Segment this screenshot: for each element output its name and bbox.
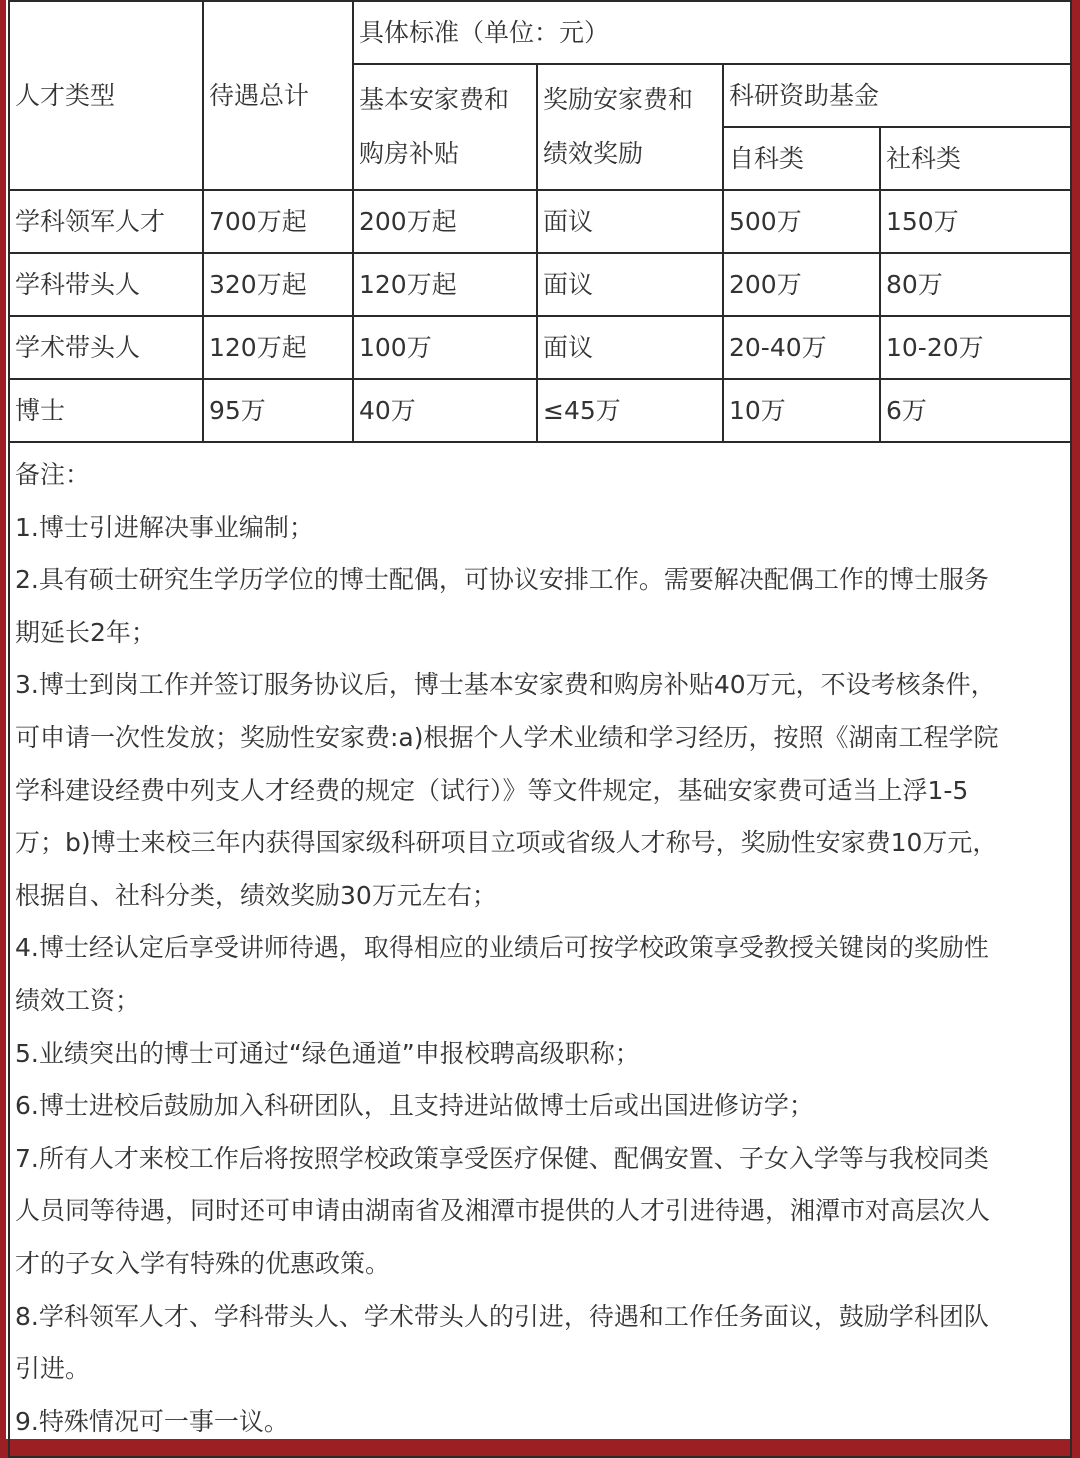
header-basic-settle-line2: 购房补贴 bbox=[359, 139, 460, 168]
header-reward-settle-line1: 奖励安家费和 bbox=[543, 85, 694, 114]
cell-type: 博士 bbox=[9, 379, 203, 442]
cell-basic: 100万 bbox=[353, 316, 537, 379]
cell-social: 6万 bbox=[880, 379, 1071, 442]
cell-reward: 面议 bbox=[537, 316, 723, 379]
header-reward-settle-line2: 绩效奖励 bbox=[543, 139, 644, 168]
header-standard-group: 具体标准（单位：元） bbox=[353, 1, 1071, 64]
table-row bbox=[9, 253, 1071, 316]
note-line: 1.博士引进解决事业编制； bbox=[15, 512, 314, 542]
note-line: 8.学科领军人才、学科带头人、学术带头人的引进，待遇和工作任务面议，鼓励学科团队 bbox=[15, 1301, 989, 1331]
note-line: 学科建设经费中列支人才经费的规定（试行）》等文件规定，基础安家费可适当上浮1-5 bbox=[15, 775, 969, 805]
note-line: 可申请一次性发放；奖励性安家费:a)根据个人学术业绩和学习经历，按照《湖南工程学院 bbox=[15, 722, 999, 752]
note-line: 根据自、社科分类，绩效奖励30万元左右； bbox=[15, 880, 497, 910]
cell-natural: 200万 bbox=[723, 253, 880, 316]
note-line: 人员同等待遇，同时还可申请由湖南省及湘潭市提供的人才引进待遇，湘潭市对高层次人 bbox=[15, 1196, 991, 1226]
cell-basic: 120万起 bbox=[353, 253, 537, 316]
header-basic-settle bbox=[353, 64, 537, 190]
header-basic-settle-line1: 基本安家费和 bbox=[359, 85, 510, 114]
note-line: 4.博士经认定后享受讲师待遇，取得相应的业绩后可按学校政策享受教授关键岗的奖励性 bbox=[15, 933, 989, 963]
header-total: 待遇总计 bbox=[203, 1, 353, 190]
cell-reward: 面议 bbox=[537, 190, 723, 253]
note-line: 才的子女入学有特殊的优惠政策。 bbox=[15, 1248, 391, 1278]
cell-reward: ≤45万 bbox=[537, 379, 723, 442]
note-line: 3.博士到岗工作并签订服务协议后，博士基本安家费和购房补贴40万元，不设考核条件， bbox=[15, 670, 996, 700]
notes-section bbox=[9, 442, 1071, 1457]
cell-type: 学科带头人 bbox=[9, 253, 203, 316]
cell-total: 700万起 bbox=[203, 190, 353, 253]
note-line: 7.所有人才来校工作后将按照学校政策享受医疗保健、配偶安置、子女入学等与我校同类 bbox=[15, 1143, 989, 1173]
cell-type: 学科领军人才 bbox=[9, 190, 203, 253]
note-line: 万；b)博士来校三年内获得国家级科研项目立项或省级人才称号，奖励性安家费10万元， bbox=[15, 828, 998, 858]
cell-natural: 20-40万 bbox=[723, 316, 880, 379]
header-research-fund: 科研资助基金 bbox=[723, 64, 1071, 127]
note-line: 6.博士进校后鼓励加入科研团队，且支持进站做博士后或出国进修访学； bbox=[15, 1091, 814, 1121]
header-talent-type: 人才类型 bbox=[9, 1, 203, 190]
table-row bbox=[9, 190, 1071, 253]
note-line: 引进。 bbox=[15, 1354, 91, 1384]
header-social-sci: 社科类 bbox=[880, 127, 1071, 190]
cell-total: 120万起 bbox=[203, 316, 353, 379]
cell-total: 320万起 bbox=[203, 253, 353, 316]
cell-social: 150万 bbox=[880, 190, 1071, 253]
header-natural-sci: 自科类 bbox=[723, 127, 880, 190]
document-frame bbox=[6, 0, 1072, 1439]
cell-social: 10-20万 bbox=[880, 316, 1071, 379]
note-line: 绩效工资； bbox=[15, 985, 141, 1015]
cell-reward: 面议 bbox=[537, 253, 723, 316]
cell-natural: 10万 bbox=[723, 379, 880, 442]
cell-basic: 40万 bbox=[353, 379, 537, 442]
header-reward-settle bbox=[537, 64, 723, 190]
cell-basic: 200万起 bbox=[353, 190, 537, 253]
note-line: 9.特殊情况可一事一议。 bbox=[15, 1406, 289, 1436]
note-line: 2.具有硕士研究生学历学位的博士配偶，可协议安排工作。需要解决配偶工作的博士服务 bbox=[15, 565, 989, 595]
talent-policy-table bbox=[8, 0, 1072, 1458]
cell-type: 学术带头人 bbox=[9, 316, 203, 379]
cell-social: 80万 bbox=[880, 253, 1071, 316]
cell-total: 95万 bbox=[203, 379, 353, 442]
notes-title: 备注： bbox=[15, 460, 91, 489]
note-line: 期延长2年； bbox=[15, 617, 156, 647]
note-line: 5.业绩突出的博士可通过“绿色通道”申报校聘高级职称； bbox=[15, 1038, 640, 1068]
cell-natural: 500万 bbox=[723, 190, 880, 253]
table-row bbox=[9, 379, 1071, 442]
table-row bbox=[9, 316, 1071, 379]
